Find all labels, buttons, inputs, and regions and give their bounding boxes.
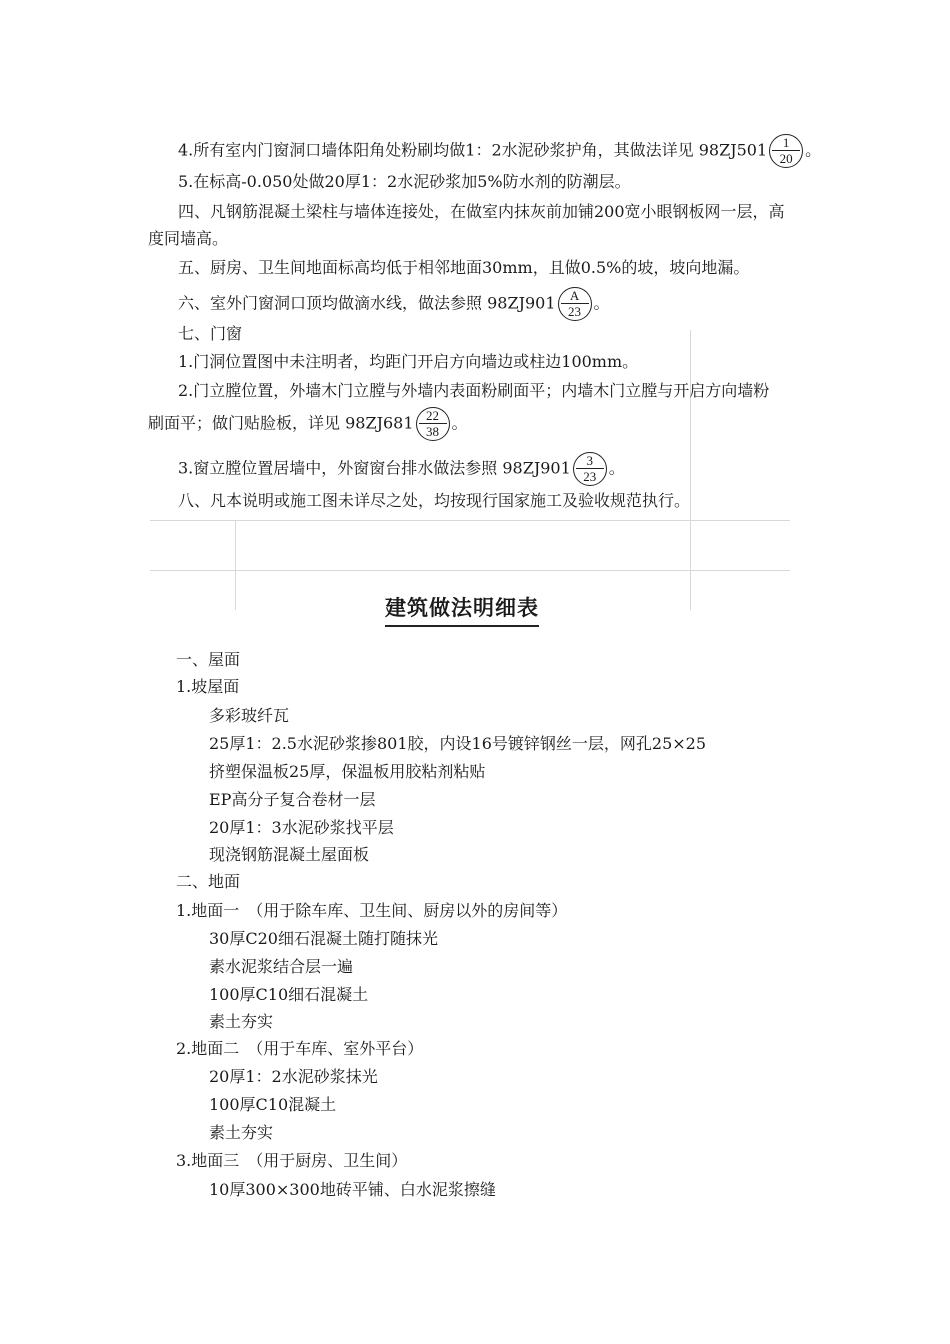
show-through-line — [150, 520, 790, 521]
note-door-3: 3.窗立膛位置居墙中，外窗窗台排水做法参照 98ZJ901 $\frac{3}{23}$ 。 — [178, 453, 625, 484]
floor-layer: 素土夯实 — [209, 1012, 274, 1031]
detail-reference-symbol: $\frac{22}{38}$ — [416, 407, 450, 441]
note-section-7: 七、门窗 — [178, 324, 243, 343]
roof-layer: 20厚1：3水泥砂浆找平层 — [209, 818, 394, 837]
note-door-2: 2.门立膛位置，外墙木门立膛与外墙内表面粉刷面平；内墙木门立膛与开启方向墙粉 — [178, 381, 770, 400]
floor-type-3: 3.地面三 （用于厨房、卫生间） — [176, 1151, 408, 1170]
roof-subheading: 1.坡屋面 — [176, 677, 240, 696]
floor-layer: 100厚C10细石混凝土 — [209, 985, 369, 1004]
floor-type-2: 2.地面二 （用于车库、室外平台） — [176, 1039, 424, 1058]
roof-heading: 一、屋面 — [176, 650, 241, 669]
roof-layer: 25厚1：2.5水泥砂浆掺801胶，内设16号镀锌钢丝一层，网孔25×25 — [209, 734, 707, 753]
detail-reference-symbol: $\frac{3}{23}$ — [573, 452, 607, 486]
roof-layer: EP高分子复合卷材一层 — [209, 790, 376, 809]
roof-layer: 多彩玻纤瓦 — [209, 706, 290, 725]
note-door-2-cont: 刷面平；做门贴脸板，详见 98ZJ681 $\frac{22}{38}$ 。 — [148, 408, 468, 439]
floor-layer: 素土夯实 — [209, 1123, 274, 1142]
floor-layer: 100厚C10混凝土 — [209, 1095, 337, 1114]
note-section-6: 六、室外门窗洞口顶均做滴水线，做法参照 98ZJ901 $\frac{A}{23}$ 。 — [178, 288, 610, 319]
show-through-line — [235, 520, 236, 610]
detail-reference-symbol: $\frac{1}{20}$ — [769, 134, 803, 168]
roof-layer: 现浇钢筋混凝土屋面板 — [209, 845, 370, 864]
note-section-8: 八、凡本说明或施工图未详尽之处，均按现行国家施工及验收规范执行。 — [178, 491, 691, 510]
floor-layer: 30厚C20细石混凝土随打随抹光 — [209, 929, 438, 948]
detail-reference-symbol: $\frac{A}{23}$ — [558, 287, 592, 321]
floor-layer: 20厚1：2水泥砂浆抹光 — [209, 1067, 378, 1086]
roof-layer: 挤塑保温板25厚，保温板用胶粘剂粘贴 — [209, 762, 486, 781]
note-door-1: 1.门洞位置图中未注明者，均距门开启方向墙边或柱边100mm。 — [178, 352, 639, 371]
floor-type-1: 1.地面一 （用于除车库、卫生间、厨房以外的房间等） — [176, 901, 568, 920]
show-through-line — [150, 570, 790, 571]
note-section-5: 五、厨房、卫生间地面标高均低于相邻地面30mm，且做0.5%的坡，坡向地漏。 — [178, 258, 750, 277]
note-item-5: 5.在标高-0.050处做20厚1：2水泥砂浆加5%防水剂的防潮层。 — [178, 172, 631, 191]
floor-layer: 素水泥浆结合层一遍 — [209, 957, 354, 976]
note-item-4: 4.所有室内门窗洞口墙体阳角处粉刷均做1：2水泥砂浆护角，其做法详见 98ZJ501 $\frac{1}{20}$ 。 — [178, 135, 822, 166]
show-through-line — [690, 330, 691, 610]
note-section-4-cont: 度同墙高。 — [148, 229, 229, 248]
note-section-4: 四、凡钢筋混凝土梁柱与墙体连接处，在做室内抹灰前加铺200宽小眼钢板网一层，高 — [178, 202, 785, 221]
table-title: 建筑做法明细表 — [385, 592, 539, 627]
floor-heading: 二、地面 — [176, 872, 241, 891]
floor-layer: 10厚300×300地砖平铺、白水泥浆擦缝 — [209, 1180, 496, 1199]
